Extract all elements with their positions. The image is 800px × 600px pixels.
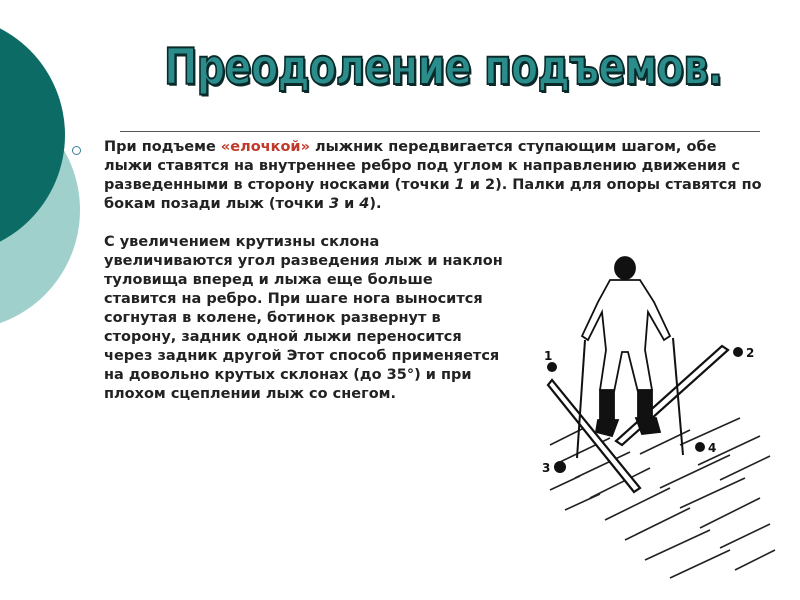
p1-n3: 3 (328, 196, 340, 212)
point-2-dot (733, 347, 743, 357)
p1-n1: 1 (454, 177, 465, 193)
paragraph-steep-slope: С увеличением крутизны склона увеличиваются угол разведения лыж и наклон туловища вперед и лыжа еще больше ставится на ребро. При шаге нога выносится согнутая в колене, ботинок развернут в сторону, задник одной лыжи переносится через задник другой Этот способ применяется на довольно крутых склонах (до 35°) и при плохом сцеплении лыж со снегом. (104, 234, 503, 402)
p1-end: ). (369, 196, 382, 212)
point-3-dot (554, 461, 566, 473)
point-label-1: 1 (544, 349, 553, 363)
p1-highlight: «елочкой» (220, 139, 310, 155)
p1-after1: лыжник передвигается ступающим шагом, обе лыжи ставятся на внутреннее ребро под углом к направлению движения с разведенными в сторону носками (точки (104, 139, 741, 193)
skier-illustration (530, 240, 780, 590)
snow-hatching (550, 418, 775, 578)
p1-before: При подъеме (104, 139, 221, 155)
title-divider (120, 131, 760, 132)
p1-mid1: и 2). Палки для опоры ставятся по бокам позади лыж (точки (104, 177, 762, 212)
point-label-4: 4 (708, 441, 717, 455)
point-label-3: 3 (542, 461, 551, 475)
slide-title: Преодоление подъемов. (164, 38, 723, 96)
point-label-2: 2 (746, 346, 755, 360)
decorative-circles (0, 0, 80, 600)
point-1-dot (547, 362, 557, 372)
bullet-icon (72, 146, 81, 155)
point-4-dot (695, 442, 705, 452)
paragraph-herringbone (104, 138, 764, 214)
p1-mid2: и (339, 196, 360, 212)
p1-n4: 4 (359, 196, 370, 212)
